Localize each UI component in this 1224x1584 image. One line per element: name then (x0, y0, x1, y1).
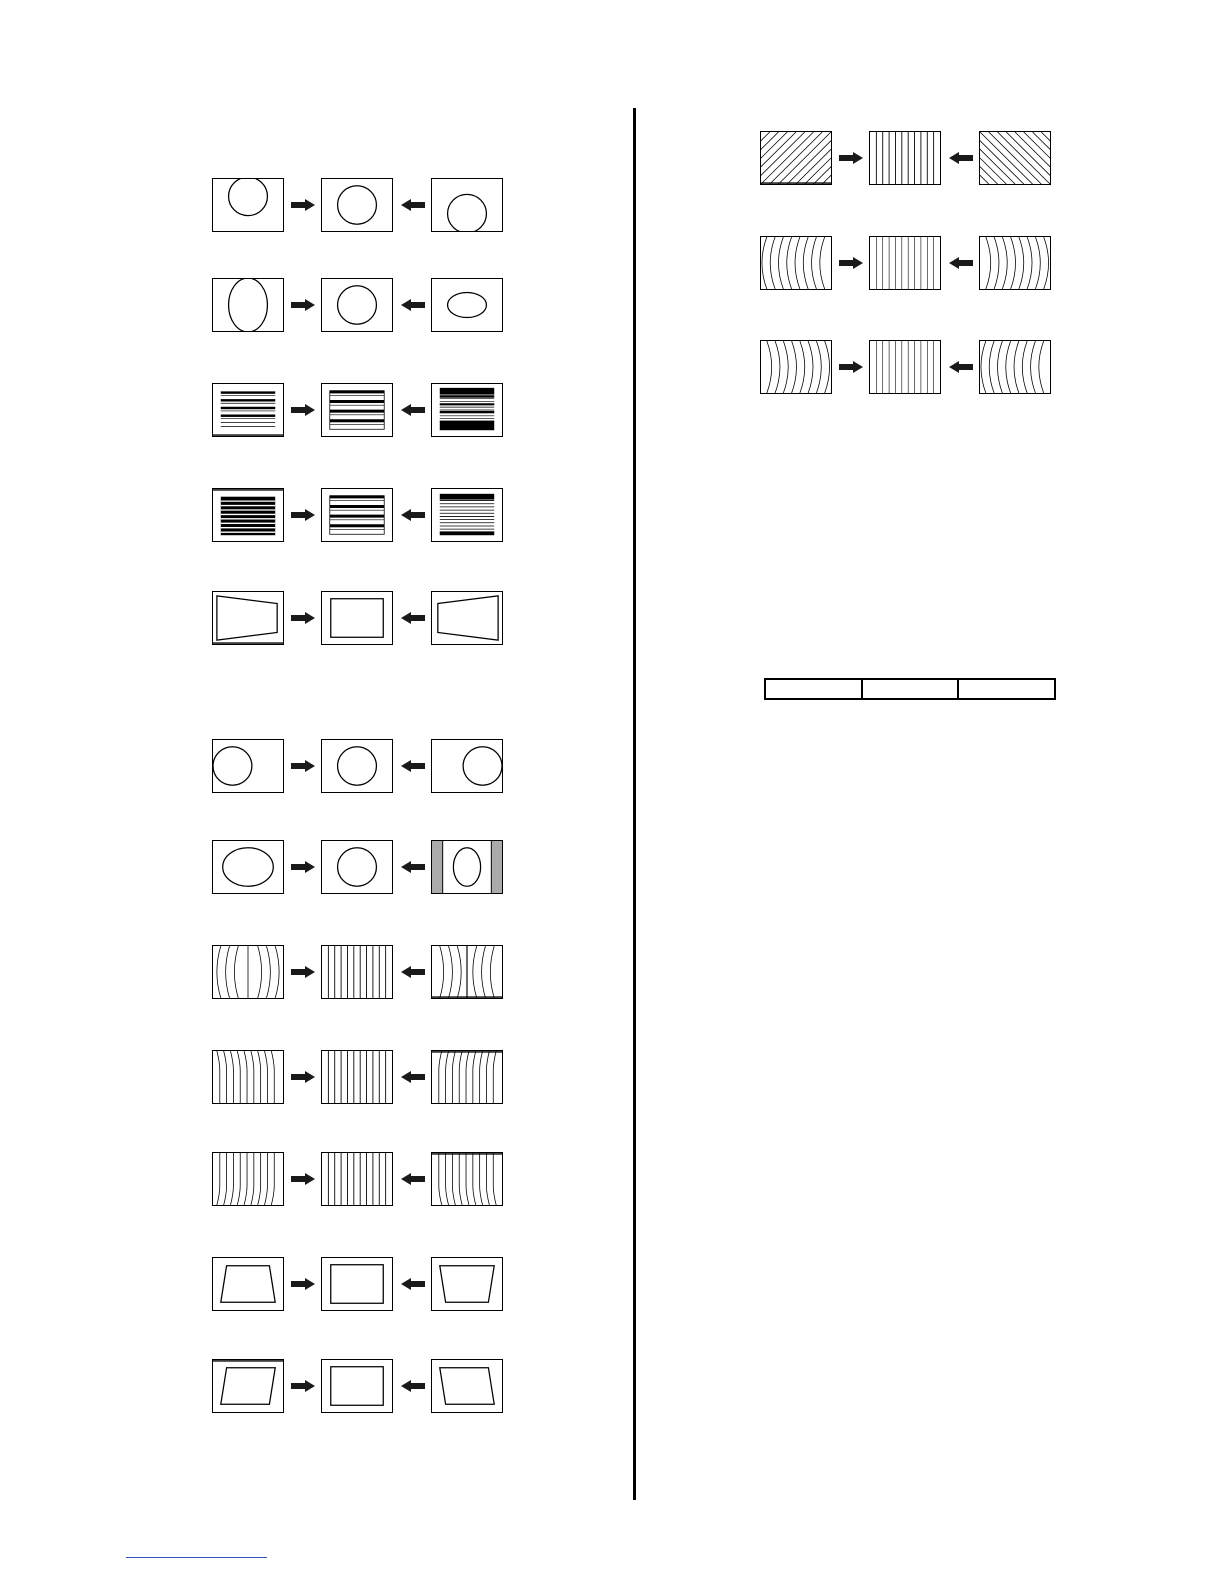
right-row-3-correct-icon (869, 340, 941, 394)
left-row-8-before-left-icon (212, 945, 284, 999)
left-row-2-before-right-icon (431, 278, 503, 332)
left-row-12-before-left-icon (212, 1359, 284, 1413)
left-row-9-before-left-icon (212, 1050, 284, 1104)
column-divider (633, 108, 636, 1500)
left-row-3-before-left-icon (212, 383, 284, 437)
left-row-6-arrow-left-icon (401, 760, 425, 772)
right-row-2-correct-icon (869, 236, 941, 290)
left-row-2-arrow-left-icon (401, 299, 425, 311)
left-row-9-correct-icon (321, 1050, 393, 1104)
left-row-5-arrow-right-icon (291, 612, 315, 624)
left-row-12-correct-icon (321, 1359, 393, 1413)
left-row-10-correct-icon (321, 1152, 393, 1206)
left-row-4-before-right-icon (431, 488, 503, 542)
left-row-11-before-left-icon (212, 1257, 284, 1311)
left-row-4-before-left-icon (212, 488, 284, 542)
left-row-10-before-left-icon (212, 1152, 284, 1206)
left-row-4-correct-icon (321, 488, 393, 542)
left-row-1-arrow-left-icon (401, 199, 425, 211)
right-row-1-correct-icon (869, 131, 941, 185)
left-row-7-before-left-icon (212, 840, 284, 894)
left-row-3-before-right-icon (431, 383, 503, 437)
right-row-2-before-left-icon (760, 236, 832, 290)
right-row-1-before-left-icon (760, 131, 832, 185)
left-row-1-before-left-icon (212, 178, 284, 232)
right-row-3-before-left-icon (760, 340, 832, 394)
left-row-2-arrow-right-icon (291, 299, 315, 311)
left-row-6-before-right-icon (431, 739, 503, 793)
left-row-11-correct-icon (321, 1257, 393, 1311)
left-row-9-before-right-icon (431, 1050, 503, 1104)
left-row-9-arrow-left-icon (401, 1071, 425, 1083)
left-row-8-correct-icon (321, 945, 393, 999)
right-row-3-arrow-right-icon (839, 361, 863, 373)
left-row-6-before-left-icon (212, 739, 284, 793)
bar-segment-1 (766, 680, 863, 698)
left-row-7-before-right-icon (431, 840, 503, 894)
left-row-11-arrow-right-icon (291, 1278, 315, 1290)
left-row-8-arrow-right-icon (291, 966, 315, 978)
right-row-1-arrow-left-icon (949, 152, 973, 164)
right-row-2-arrow-right-icon (839, 257, 863, 269)
left-row-5-correct-icon (321, 591, 393, 645)
left-row-7-arrow-right-icon (291, 861, 315, 873)
left-row-5-before-left-icon (212, 591, 284, 645)
left-row-4-arrow-right-icon (291, 509, 315, 521)
right-row-3-before-right-icon (979, 340, 1051, 394)
left-row-5-before-right-icon (431, 591, 503, 645)
left-row-6-arrow-right-icon (291, 760, 315, 772)
bar-segment-2 (863, 680, 960, 698)
left-row-6-correct-icon (321, 739, 393, 793)
left-row-9-arrow-right-icon (291, 1071, 315, 1083)
left-row-10-arrow-right-icon (291, 1173, 315, 1185)
left-row-4-arrow-left-icon (401, 509, 425, 521)
left-row-12-arrow-left-icon (401, 1380, 425, 1392)
bar-segment-3 (959, 680, 1054, 698)
segmented-bar (764, 678, 1056, 700)
left-row-1-correct-icon (321, 178, 393, 232)
left-row-2-before-left-icon (212, 278, 284, 332)
left-row-3-correct-icon (321, 383, 393, 437)
right-row-3-arrow-left-icon (949, 361, 973, 373)
left-row-2-correct-icon (321, 278, 393, 332)
footnote-rule (126, 1557, 267, 1558)
right-row-1-arrow-right-icon (839, 152, 863, 164)
left-row-7-arrow-left-icon (401, 861, 425, 873)
right-row-1-before-right-icon (979, 131, 1051, 185)
left-row-8-before-right-icon (431, 945, 503, 999)
right-row-2-before-right-icon (979, 236, 1051, 290)
left-row-5-arrow-left-icon (401, 612, 425, 624)
left-row-7-correct-icon (321, 840, 393, 894)
left-row-12-before-right-icon (431, 1359, 503, 1413)
left-row-3-arrow-left-icon (401, 404, 425, 416)
left-row-1-before-right-icon (431, 178, 503, 232)
left-row-11-arrow-left-icon (401, 1278, 425, 1290)
left-row-10-arrow-left-icon (401, 1173, 425, 1185)
left-row-3-arrow-right-icon (291, 404, 315, 416)
left-row-11-before-right-icon (431, 1257, 503, 1311)
left-row-12-arrow-right-icon (291, 1380, 315, 1392)
left-row-10-before-right-icon (431, 1152, 503, 1206)
left-row-1-arrow-right-icon (291, 199, 315, 211)
right-row-2-arrow-left-icon (949, 257, 973, 269)
left-row-8-arrow-left-icon (401, 966, 425, 978)
